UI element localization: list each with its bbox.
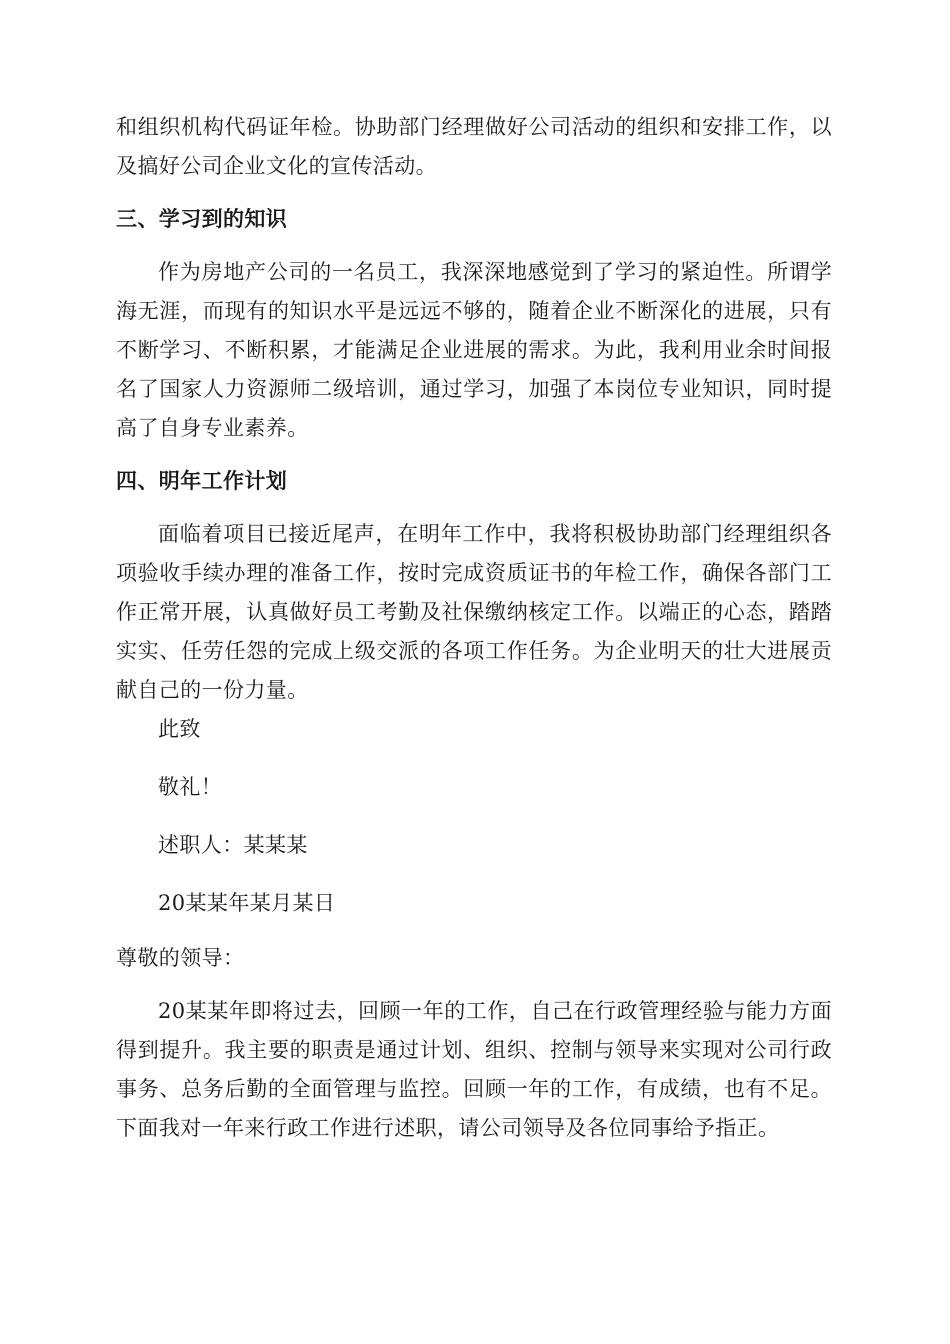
intro-paragraph: 20某某年即将过去，回顾一年的工作，自己在行政管理经验与能力方面得到提升。我主要的职责是通过计划、组织、控制与领导来实现对公司行政事务、总务后勤的全面管理与监控。回顾一年的工作，有成绩，也有不足。下面我对一年来行政工作进行述职，请公司领导及各位同事给予指正。 [116,999,832,1140]
continuation-paragraph: 和组织机构代码证年检。协助部门经理做好公司活动的组织和安排工作，以及搞好公司企业文化的宣传活动。 [116,115,832,178]
section-3-paragraph: 作为房地产公司的一名员工，我深深地感觉到了学习的紧迫性。所谓学海无涯，而现有的知识水平是远远不够的，随着企业不断深化的进展，只有不断学习、不断积累，才能满足企业进展的需求。为此，我利用业余时间报名了国家人力资源师二级培训，通过学习，加强了本岗位专业知识，同时提高了自身专业素养。 [116,260,832,440]
salutation-line: 尊敬的领导： [116,946,245,970]
date-line: 20某某年某月某日 [158,891,336,915]
section-4-heading: 四、明年工作计划 [116,469,288,493]
document-page [116,108,832,1148]
section-4-paragraph: 面临着项目已接近尾声，在明年工作中，我将积极协助部门经理组织各项验收手续办理的准备工作，按时完成资质证书的年检工作，确保各部门工作正常开展，认真做好员工考勤及社保缴纳核定工作。以端正的心态，踏踏实实、任劳任怨的完成上级交派的各项工作任务。为企业明天的壮大进展贡献自己的一份力量。 [116,522,832,702]
section-3-heading: 三、学习到的知识 [116,207,288,231]
closing-line-1: 此致 [158,717,201,741]
signer-line: 述职人：某某某 [158,833,308,857]
closing-line-2: 敬礼！ [158,775,223,799]
